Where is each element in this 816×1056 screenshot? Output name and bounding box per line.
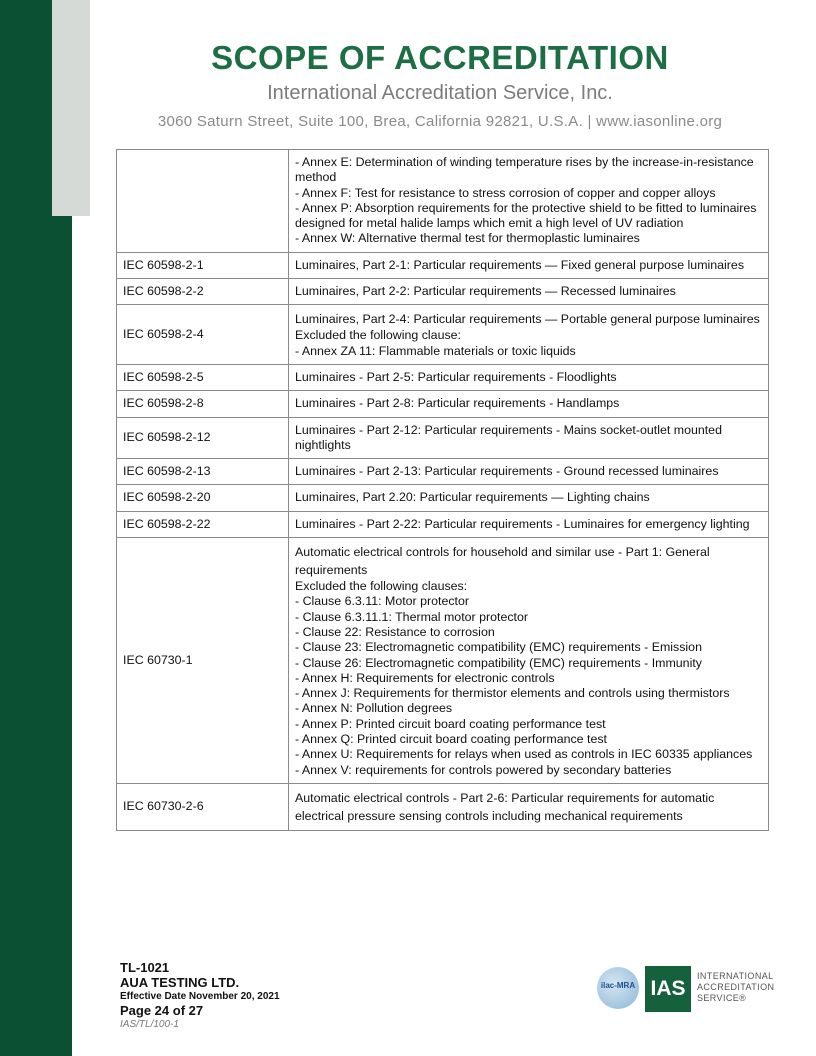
table-row [117,364,769,390]
table-row [117,511,769,537]
table-row [117,417,769,459]
description-line: - Annex N: Pollution degrees [295,701,453,716]
effective-date: Effective Date November 20, 2021 [120,991,280,1002]
document-title: SCOPE OF ACCREDITATION [211,39,669,76]
standard-cell: IEC 60730-1 [117,538,289,784]
description-line: Luminaires, Part 2-2: Particular requirements — Recessed luminaires [295,284,676,299]
description-line: - Annex F: Test for resistance to stress corrosion of copper and copper alloys [295,185,716,200]
standard-cell [117,150,289,253]
description-line: - Annex U: Requirements for relays when used as controls in IEC 60335 appliances [295,747,753,762]
ias-logo: IAS [645,966,691,1012]
description-cell [289,150,769,253]
description-line: Luminaires - Part 2-5: Particular requirements - Floodlights [295,369,617,384]
table-row [117,305,769,365]
ilac-mra-logo [597,967,639,1009]
description-line: - Annex P: Printed circuit board coating performance test [295,716,606,731]
page-number: Page 24 of 27 [120,1003,204,1018]
description-line: - Annex P: Absorption requirements for the protective shield to be fitted to luminaires designed for metal halide lamps which emit a high level of UV radiation [295,200,757,231]
description-cell [289,364,769,390]
standard-cell: IEC 60598-2-5 [117,364,289,390]
description-cell [289,485,769,511]
description-line: Luminaires - Part 2-22: Particular requirements - Luminaires for emergency lighting [295,516,750,531]
ias-logo-wordmark [697,971,774,1004]
page-header [0,38,816,132]
ias-wordmark-line: INTERNATIONAL [697,971,774,981]
table-row [117,485,769,511]
description-line: - Annex V: requirements for controls powered by secondary batteries [295,762,672,777]
organization-name: International Accreditation Service, Inc. [267,82,613,104]
description-line: Automatic electrical controls - Part 2-6: Particular requirements for automatic electrical pressure sensing controls including mechanical requirements [295,790,715,823]
description-cell [289,252,769,278]
description-line: - Annex H: Requirements for electronic controls [295,670,555,685]
standard-cell: IEC 60598-2-2 [117,279,289,305]
description-line: Luminaires, Part 2.20: Particular requirements — Lighting chains [295,490,650,505]
description-line: Luminaires - Part 2-12: Particular requirements - Mains socket-outlet mounted nightlights [295,422,722,452]
standard-cell: IEC 60598-2-12 [117,417,289,459]
description-line: - Annex W: Alternative thermal test for thermoplastic luminaires [295,231,640,246]
description-cell [289,305,769,365]
description-line: - Clause 23: Electromagnetic compatibility (EMC) requirements - Emission [295,640,702,655]
description-cell [289,391,769,417]
organization-address: 3060 Saturn Street, Suite 100, Brea, California 92821, U.S.A. | www.iasonline.org [157,113,723,130]
standard-cell: IEC 60598-2-22 [117,511,289,537]
description-cell [289,538,769,784]
table-row [117,279,769,305]
description-line: Excluded the following clauses: [295,579,468,594]
standard-cell: IEC 60598-2-8 [117,391,289,417]
description-line: - Clause 22: Resistance to corrosion [295,624,495,639]
accreditation-logos [597,963,775,1013]
standard-cell: IEC 60598-2-4 [117,305,289,365]
description-cell [289,511,769,537]
description-line: - Clause 6.3.11.1: Thermal motor protector [295,609,529,624]
scope-table [116,149,769,831]
ilac-logo-text: ilac-MRA [600,981,636,990]
description-line: - Annex J: Requirements for thermistor elements and controls using thermistors [295,686,730,701]
table-row [117,252,769,278]
description-line: - Clause 6.3.11: Motor protector [295,594,470,609]
standard-cell: IEC 60730-2-6 [117,783,289,830]
description-line: Luminaires, Part 2-1: Particular requirements — Fixed general purpose luminaires [295,257,745,272]
ias-wordmark-line: SERVICE® [697,993,747,1003]
standard-cell: IEC 60598-2-13 [117,459,289,485]
description-cell [289,459,769,485]
description-cell [289,783,769,830]
description-line: - Annex E: Determination of winding temperature rises by the increase-in-resistance method [295,155,754,185]
description-line: Luminaires, Part 2-4: Particular requirements — Portable general purpose luminaires [295,312,760,327]
table-row [117,459,769,485]
description-line: - Clause 26: Electromagnetic compatibility (EMC) requirements - Immunity [295,655,702,670]
description-line: Excluded the following clause: [295,328,461,343]
table-row [117,150,769,253]
form-number: IAS/TL/100-1 [120,1019,179,1030]
description-line: Luminaires - Part 2-8: Particular requirements - Handlamps [295,396,620,411]
table-row [117,783,769,830]
description-cell [289,279,769,305]
standard-cell: IEC 60598-2-1 [117,252,289,278]
description-cell [289,417,769,459]
description-line: Automatic electrical controls for household and similar use - Part 1: General requirements [295,545,710,578]
company-name: AUA TESTING LTD. [120,975,240,990]
description-line: - Annex ZA 11: Flammable materials or toxic liquids [295,343,576,358]
table-row [117,391,769,417]
standard-cell: IEC 60598-2-20 [117,485,289,511]
page-footer [120,960,280,1031]
certificate-code: TL-1021 [120,960,170,975]
table-row [117,538,769,784]
description-line: Luminaires - Part 2-13: Particular requirements - Ground recessed luminaires [295,464,719,479]
description-line: - Annex Q: Printed circuit board coating performance test [295,732,607,747]
ias-wordmark-line: ACCREDITATION [697,982,775,992]
